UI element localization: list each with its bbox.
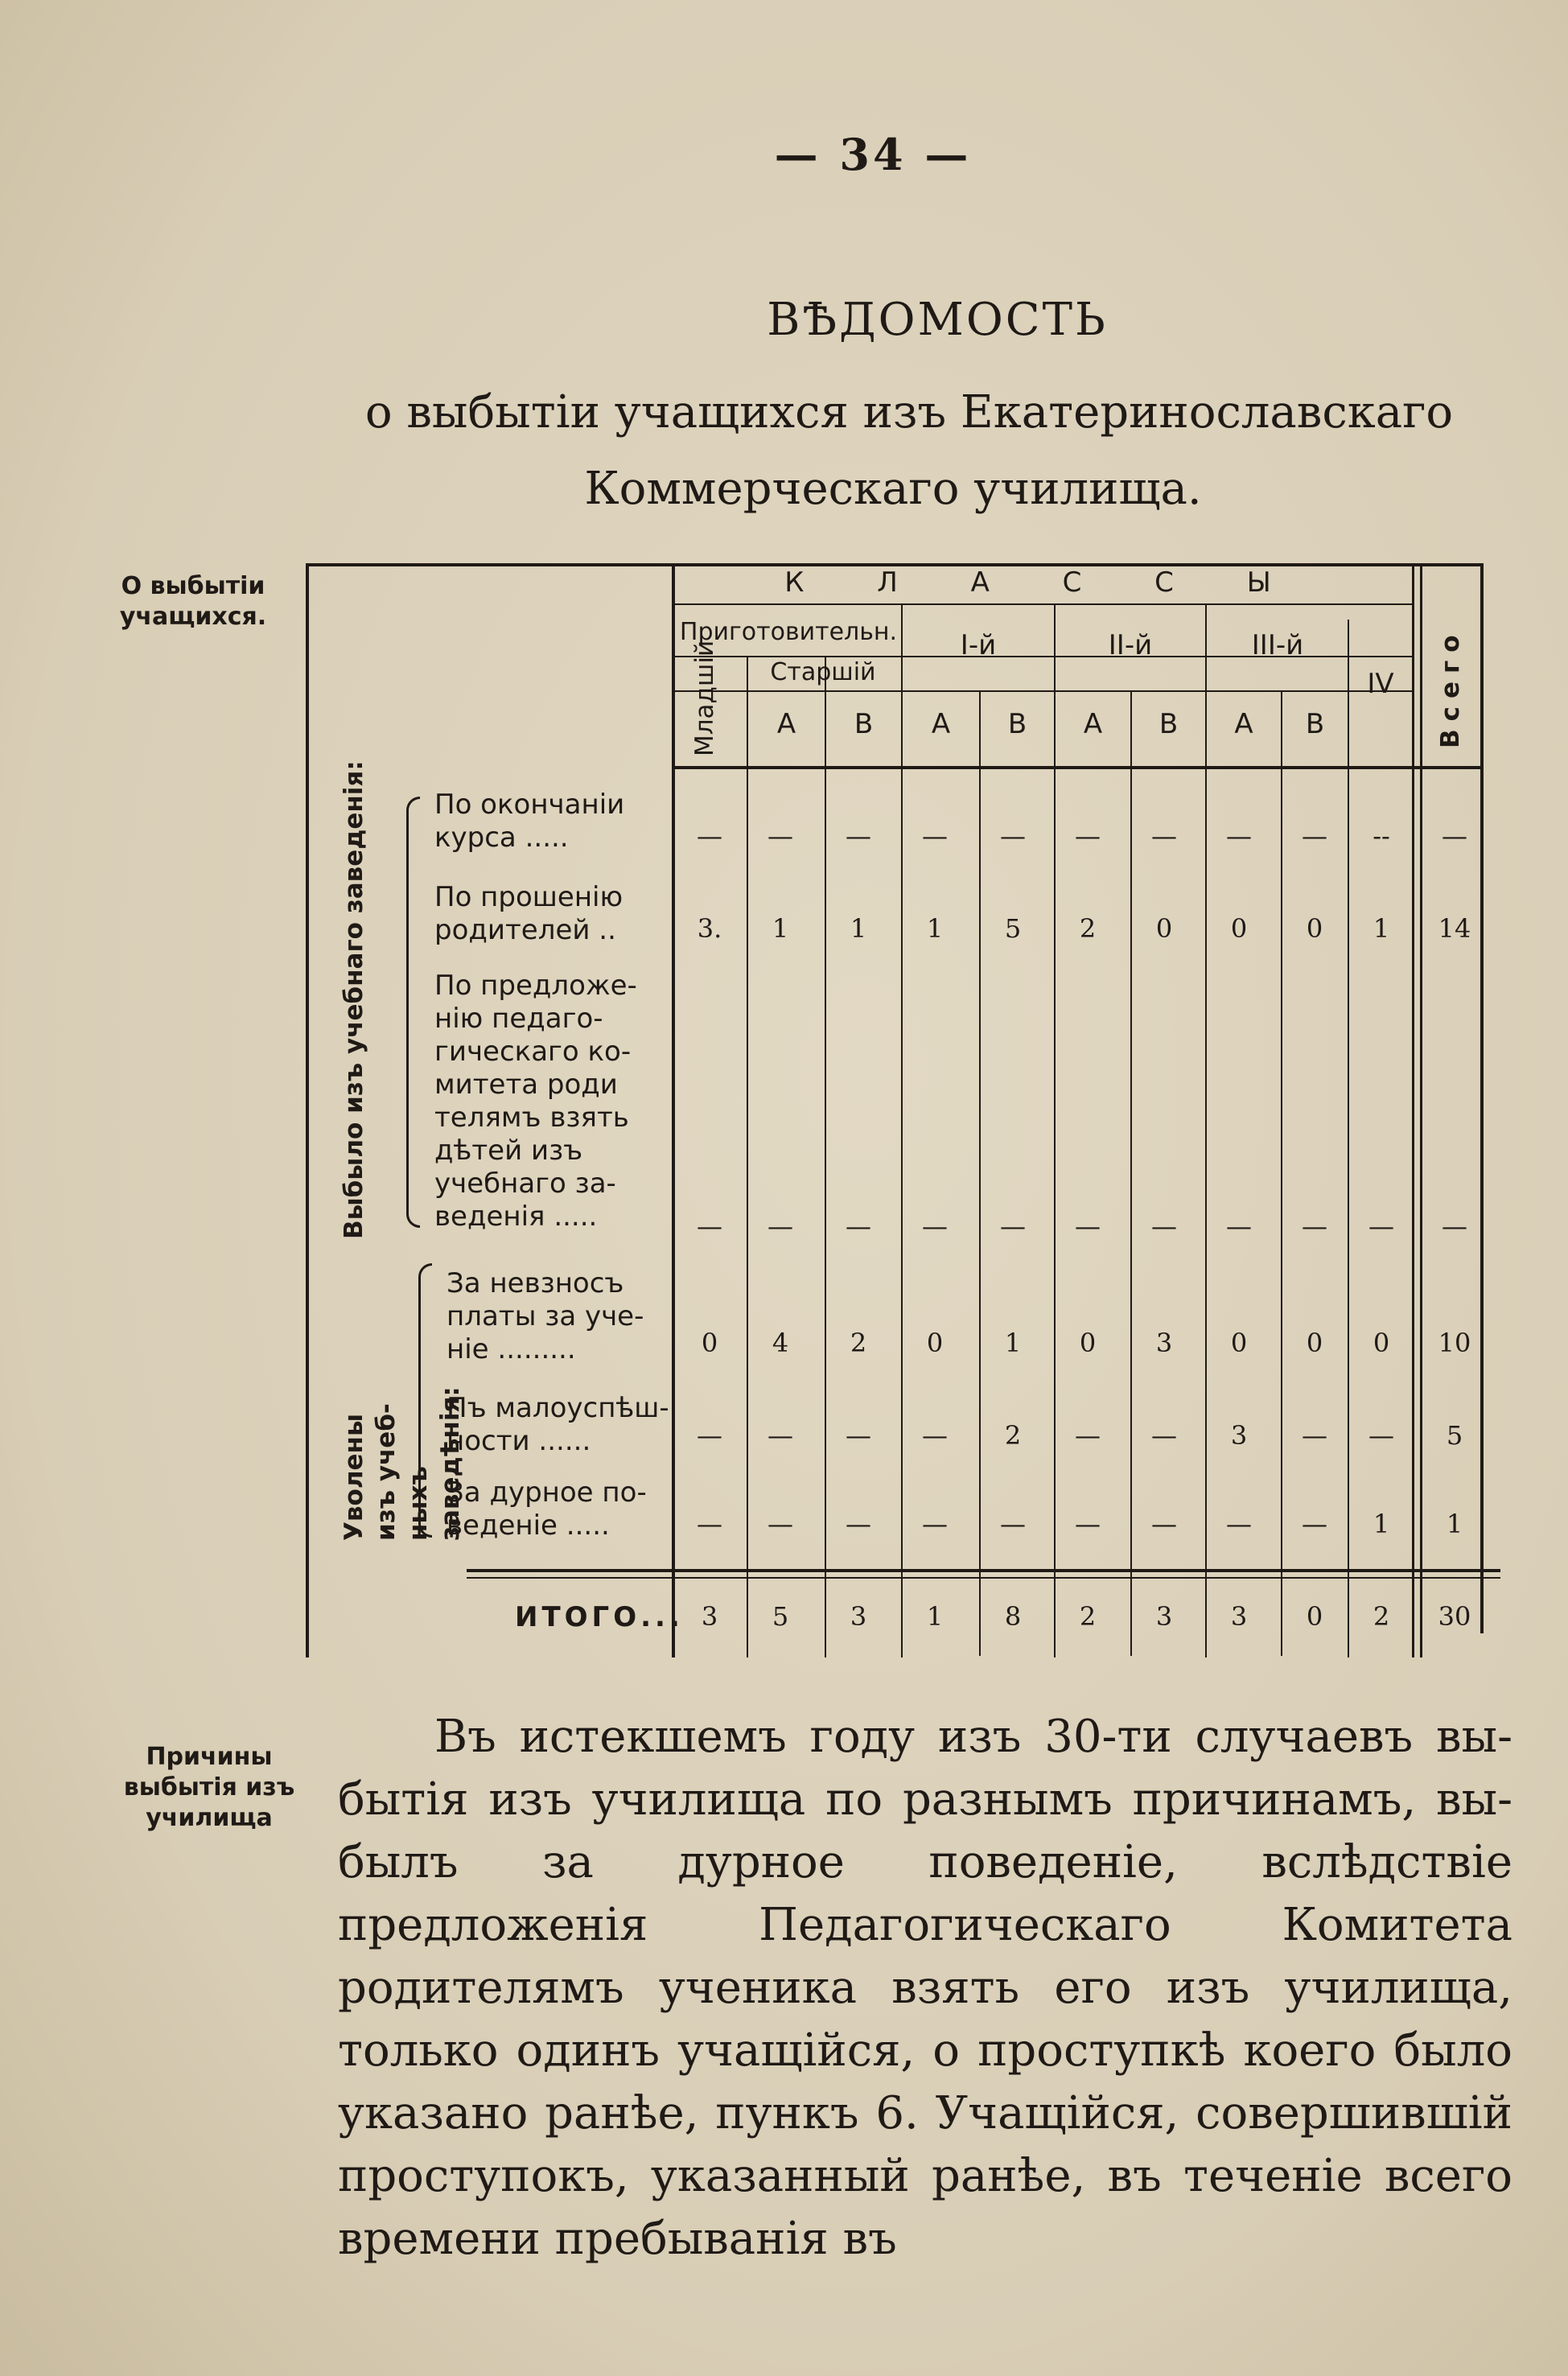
row-label-bad-behaviour: За дурное по- веденіе ..... — [447, 1476, 647, 1542]
table-cell: — — [1151, 821, 1177, 851]
table-cell: 5 — [1446, 1420, 1463, 1451]
table-cell: 0 — [1230, 1328, 1248, 1358]
total-rule-1 — [467, 1569, 1500, 1572]
col-sep — [901, 603, 903, 1657]
row-label-graduation: По окончаніи курса ..... — [434, 789, 625, 854]
table-cell: 1 — [1373, 913, 1390, 944]
col-sep — [1054, 603, 1056, 1657]
header-rule-1 — [674, 603, 1414, 605]
table-cell: — — [1302, 821, 1327, 851]
table-cell: — — [1000, 1211, 1026, 1242]
total-cell: 5 — [772, 1601, 789, 1632]
total-cell: 3 — [850, 1601, 867, 1632]
classes-header: К Л А С С Ы — [784, 566, 1303, 599]
sub-header-b: В — [1305, 708, 1325, 740]
row-label-committee-proposal: По предложе- нію педаго- гическаго ко- митета роди телямъ взять дѣтей изъ учебнаго за- веденія ..... — [434, 970, 637, 1233]
sub-header-b: В — [1007, 708, 1027, 740]
table-cell: — — [922, 1509, 948, 1539]
table-cell: 0 — [1306, 1328, 1323, 1358]
table-cell: — — [1075, 821, 1101, 851]
total-column-rule-2 — [1420, 563, 1422, 1657]
total-header: Всего — [1436, 627, 1465, 748]
col-sep — [1205, 603, 1207, 1657]
table-cell: 0 — [1373, 1328, 1390, 1358]
withdrawal-table — [306, 555, 1504, 1662]
table-cell: — — [1442, 821, 1467, 851]
total-cell: 3 — [701, 1601, 718, 1632]
table-cell: — — [1302, 1509, 1327, 1539]
total-cell: 1 — [926, 1601, 944, 1632]
table-cell: 3 — [1230, 1420, 1248, 1451]
table-cell: 1 — [926, 913, 944, 944]
total-cell: 0 — [1306, 1601, 1323, 1632]
table-cell: — — [1442, 1211, 1467, 1242]
total-cell: 3 — [1230, 1601, 1248, 1632]
total-cell: 30 — [1438, 1601, 1471, 1632]
table-cell: — — [697, 821, 722, 851]
document-subtitle-line1: о выбытіи учащихся изъ Екатеринославскаго — [364, 386, 1454, 439]
class-4-header: IV — [1367, 668, 1394, 700]
table-cell: 4 — [772, 1328, 789, 1358]
table-cell: 0 — [1079, 1328, 1097, 1358]
table-cell: — — [846, 1211, 871, 1242]
row-label-poor-progress: Пъ малоуспѣш- ности ...... — [447, 1392, 669, 1457]
group-left-brace — [406, 797, 420, 1228]
table-cell: — — [1075, 1420, 1101, 1451]
table-cell: — — [1151, 1420, 1177, 1451]
table-cell: — — [1302, 1420, 1327, 1451]
header-rule-3 — [674, 690, 1414, 692]
header-bottom-rule — [674, 766, 1483, 769]
table-cell: 10 — [1438, 1328, 1471, 1358]
table-cell: 3 — [1155, 1328, 1173, 1358]
table-cell: — — [1226, 821, 1252, 851]
row-label-parents-request: По прошенію родителей .. — [434, 881, 623, 946]
body-paragraph — [338, 1706, 1512, 2271]
table-cell: — — [1368, 1420, 1394, 1451]
table-cell: — — [846, 1420, 871, 1451]
table-cell: — — [922, 821, 948, 851]
sub-header-a: А — [1083, 708, 1103, 740]
table-cell: 0 — [1230, 913, 1248, 944]
table-cell: 1 — [1373, 1509, 1390, 1539]
table-cell: — — [846, 821, 871, 851]
table-cell: 2 — [1079, 913, 1097, 944]
group-dismissed-brace — [418, 1263, 432, 1538]
table-cell: — — [768, 821, 793, 851]
table-cell: 0 — [701, 1328, 718, 1358]
sub-header-b: В — [854, 708, 874, 740]
table-cell: 2 — [850, 1328, 867, 1358]
table-cell: 1 — [850, 913, 867, 944]
younger-header: Младшій — [690, 640, 719, 756]
table-cell: — — [768, 1211, 793, 1242]
table-cell: — — [697, 1420, 722, 1451]
paragraph-text: Въ истекшемъ году изъ 30-ти случаевъ вы- бытія изъ училища по разнымъ причинамъ, вы- былъ за дурное поведеніе, вслѣдствіе предложенія Педагогическаго Комитета родителямъ ученика взять его изъ училища, только одинъ учащійся, о проступкѣ коего было указано ранѣе, пункъ 6. Учащійся, совершившій проступокъ, указанный ранѣе, въ теченіе всего времени пребыванія въ — [338, 1711, 1512, 2265]
total-rule-2 — [467, 1577, 1500, 1579]
table-cell: — — [922, 1420, 948, 1451]
table-cell: — — [922, 1211, 948, 1242]
table-cell: — — [697, 1211, 722, 1242]
table-cell: 2 — [1004, 1420, 1022, 1451]
sub-header-b: В — [1159, 708, 1179, 740]
class-1-header: I-й — [960, 629, 997, 661]
table-cell: — — [1151, 1211, 1177, 1242]
document-title: ВѢДОМОСТЬ — [767, 294, 1108, 346]
table-cell: — — [1302, 1211, 1327, 1242]
class-2-header: II-й — [1108, 629, 1153, 661]
group-left-label: Выбыло изъ учебнаго заведенія: — [340, 760, 368, 1239]
prep-header: Приготовительн. — [679, 618, 898, 646]
group-dismissed-label: Уволены изъ учеб- ныхъ заведѣнія: — [340, 1386, 465, 1541]
table-cell: — — [1368, 1211, 1394, 1242]
table-cell: 1 — [1446, 1509, 1463, 1539]
total-column-rule-1 — [1412, 563, 1414, 1657]
page-number: — 34 — — [774, 129, 972, 180]
col-sep — [1348, 620, 1349, 1657]
table-cell: 1 — [1004, 1328, 1022, 1358]
table-cell: — — [846, 1509, 871, 1539]
table-cell: — — [697, 1509, 722, 1539]
class-3-header: III-й — [1251, 629, 1304, 661]
document-subtitle-line2: Коммерческаго училища. — [584, 463, 1202, 515]
total-cell: 3 — [1155, 1601, 1173, 1632]
table-cell: 0 — [1155, 913, 1173, 944]
col-sep — [825, 656, 826, 1657]
table-cell: — — [1000, 1509, 1026, 1539]
table-cell: — — [1226, 1509, 1252, 1539]
total-cell: 2 — [1079, 1601, 1097, 1632]
table-cell: — — [1075, 1211, 1101, 1242]
table-cell: — — [768, 1509, 793, 1539]
table-cell: 0 — [926, 1328, 944, 1358]
table-cell: 1 — [772, 913, 789, 944]
margin-note-text: Причины выбытія изъ училища — [123, 1743, 295, 1832]
older-header: Старшій — [770, 658, 876, 686]
total-cell: 2 — [1373, 1601, 1390, 1632]
label-column-rule — [672, 563, 675, 1657]
table-cell: — — [1226, 1211, 1252, 1242]
margin-note-table: О выбытіи учащихся. — [119, 572, 267, 631]
table-cell: 14 — [1438, 913, 1471, 944]
table-right-rule — [1480, 563, 1484, 1633]
table-cell: — — [1151, 1509, 1177, 1539]
table-cell: 3. — [697, 913, 722, 944]
sub-header-a: А — [1234, 708, 1253, 740]
table-cell: -- — [1373, 821, 1390, 851]
sub-header-a: А — [776, 708, 796, 740]
total-cell: 8 — [1004, 1601, 1022, 1632]
table-cell: 5 — [1004, 913, 1022, 944]
row-label-nonpayment: За невзносъ платы за уче- ніе ......... — [447, 1267, 644, 1365]
total-label: ИТОГО... — [515, 1601, 684, 1633]
table-cell: 0 — [1306, 913, 1323, 944]
col-sep — [747, 656, 748, 1657]
table-cell: — — [1000, 821, 1026, 851]
table-cell: — — [768, 1420, 793, 1451]
sub-header-a: А — [931, 708, 951, 740]
table-left-rule — [306, 563, 309, 1657]
table-cell: — — [1075, 1509, 1101, 1539]
